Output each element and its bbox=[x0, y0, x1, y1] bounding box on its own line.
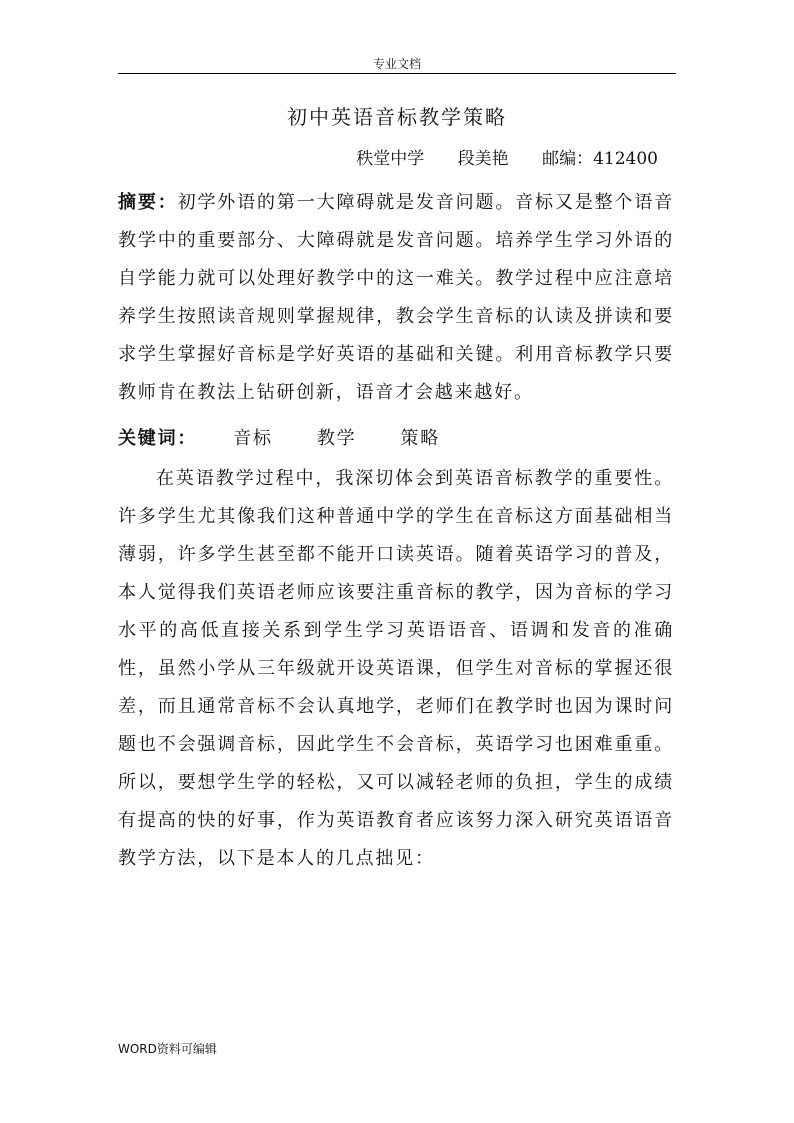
zip-code: 412400 bbox=[593, 149, 658, 169]
keyword-item: 策略 bbox=[400, 428, 441, 449]
author-line bbox=[118, 146, 658, 172]
document-body bbox=[118, 184, 674, 878]
keyword-item: 音标 bbox=[233, 428, 273, 449]
abstract-label: 摘要： bbox=[118, 192, 178, 213]
abstract-text: 初学外语的第一大障碍就是发音问题。音标又是整个语音教学中的重要部分、大障碍就是发音问题。培养学生学习外语的自学能力就可以处理好教学中的这一难关。教学过程中应注意培养学生按照读音规则掌握规律，教会学生音标的认读及拼读和要求学生掌握好音标是学好英语的基础和关键。利用音标教学只要教师肯在教法上钻研创新，语音才会越来越好。 bbox=[118, 192, 674, 403]
keyword-item: 教学 bbox=[316, 428, 357, 449]
keywords-label: 关键词： bbox=[118, 428, 198, 449]
keywords bbox=[118, 420, 674, 458]
header-divider bbox=[118, 73, 676, 74]
page-header: 专业文档 bbox=[372, 57, 421, 71]
document-title: 初中英语音标教学策略 bbox=[287, 105, 507, 129]
author-name: 段美艳 bbox=[457, 149, 509, 169]
body-paragraph: 在英语教学过程中，我深切体会到英语音标教学的重要性。许多学生尤其像我们这种普通中学的学生在音标这方面基础相当薄弱，许多学生甚至都不能开口读英语。随着英语学习的普及，本人觉得我们英语老师应该要注重音标的教学，因为音标的学习水平的高低直接关系到学生学习英语语音、语调和发音的准确性，虽然小学从三年级就开设英语课，但学生对音标的掌握还很差，而且通常音标不会认真地学，老师们在教学时也因为课时问题也不会强调音标，因此学生不会音标，英语学习也困难重重。所以，要想学生学的轻松，又可以减轻老师的负担，学生的成绩有提高的快的好事，作为英语教育者应该努力深入研究英语语音教学方法，以下是本人的几点拙见： bbox=[118, 468, 674, 869]
zip-label: 邮编： bbox=[542, 149, 594, 169]
abstract bbox=[118, 184, 674, 412]
page-footer: WORD资料可编辑 bbox=[118, 1042, 217, 1056]
author-school: 秩堂中学 bbox=[356, 149, 425, 169]
